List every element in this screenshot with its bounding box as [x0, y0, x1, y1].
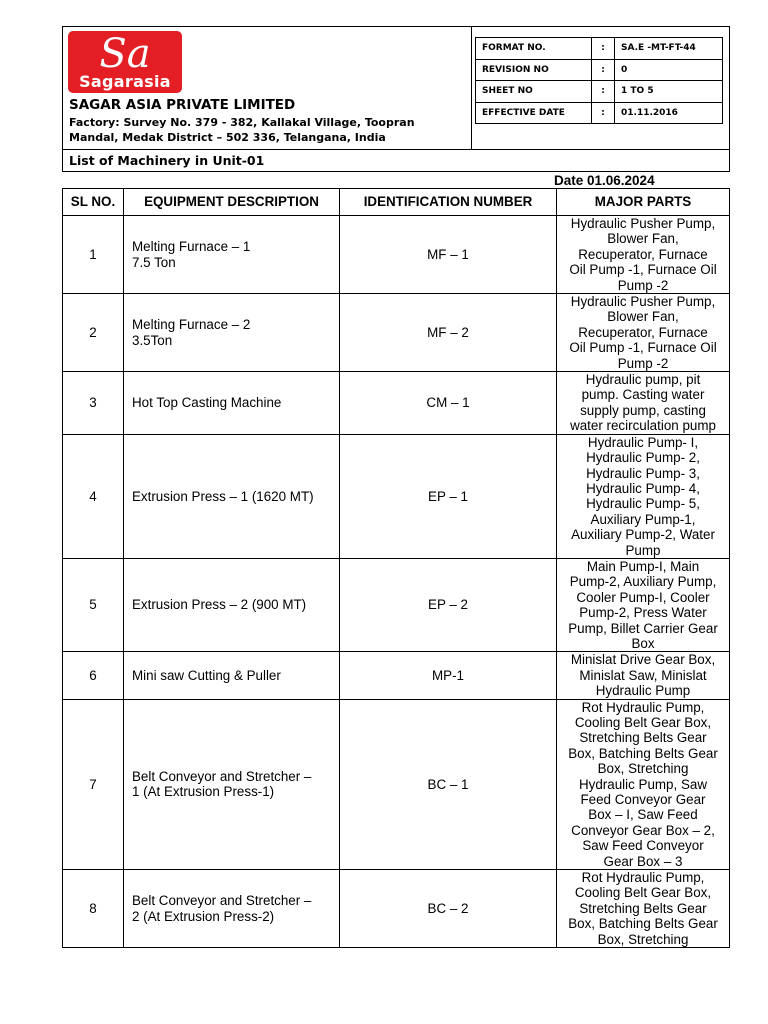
identification-number-cell: BC – 1 — [340, 699, 557, 869]
description-line: Melting Furnace – 2 — [132, 317, 251, 333]
table-row — [63, 434, 730, 558]
equipment-description-cell — [124, 294, 340, 372]
major-parts-line: Pump-2, Auxiliary Pump, — [569, 574, 717, 590]
major-parts-line: Stretching Belts Gear — [579, 900, 707, 916]
sl-number-cell: 6 — [63, 652, 124, 699]
identification-number-cell: MF – 2 — [340, 294, 557, 372]
major-parts-line: Cooler Pump-I, Cooler — [576, 589, 710, 605]
format-info-row — [476, 38, 723, 60]
major-parts-line: Rot Hydraulic Pump, — [581, 870, 705, 886]
major-parts-line: Hydraulic Pump- 3, — [586, 465, 700, 481]
column-header: IDENTIFICATION NUMBER — [340, 189, 557, 216]
major-parts-line: Auxiliary Pump-1, — [590, 511, 696, 527]
major-parts-line: Conveyor Gear Box – 2, — [571, 822, 715, 838]
major-parts-line: Hydraulic pump, pit — [585, 372, 701, 388]
major-parts-cell — [557, 699, 730, 869]
major-parts-line: Box – I, Saw Feed — [588, 807, 698, 823]
major-parts-cell — [557, 652, 730, 699]
table-row — [63, 216, 730, 294]
table-row — [63, 558, 730, 651]
column-header: MAJOR PARTS — [557, 189, 730, 216]
major-parts-line: Recuperator, Furnace — [578, 324, 708, 340]
sl-number-cell: 3 — [63, 372, 124, 435]
major-parts-line: Minislat Saw, Minislat — [579, 667, 707, 683]
identification-number-cell: CM – 1 — [340, 372, 557, 435]
sl-number-cell: 4 — [63, 434, 124, 558]
major-parts-cell — [557, 558, 730, 651]
company-block — [63, 27, 472, 149]
major-parts-line: Box, Batching Belts Gear — [568, 916, 718, 932]
description-line: 3.5Ton — [132, 332, 173, 348]
major-parts-line: Minislat Drive Gear Box, — [570, 652, 716, 668]
major-parts-line: Hydraulic Pump- 4, — [586, 480, 700, 496]
format-info-label: FORMAT NO. — [476, 38, 592, 60]
major-parts-line: Pump — [625, 542, 661, 558]
equipment-description-cell — [124, 699, 340, 869]
major-parts-cell — [557, 216, 730, 294]
major-parts-line: Box, Stretching — [597, 931, 689, 947]
major-parts-line: Box, Batching Belts Gear — [568, 745, 718, 761]
major-parts-line: Hydraulic Pusher Pump, — [570, 216, 716, 231]
identification-number-cell: MP-1 — [340, 652, 557, 699]
major-parts-line: Pump -2 — [617, 277, 669, 293]
table-row — [63, 294, 730, 372]
equipment-description-cell — [124, 434, 340, 558]
identification-number-cell: EP – 2 — [340, 558, 557, 651]
major-parts-line: Feed Conveyor Gear — [580, 792, 706, 808]
format-info-label: REVISION NO — [476, 59, 592, 81]
equipment-description-cell — [124, 558, 340, 651]
description-line: 7.5 Ton — [132, 254, 176, 270]
logo-wordmark: Sagarasia — [79, 72, 171, 91]
major-parts-cell — [557, 294, 730, 372]
major-parts-line: Gear Box – 3 — [603, 853, 683, 869]
machinery-table — [62, 188, 730, 948]
major-parts-line: Hydraulic Pump- 5, — [586, 496, 700, 512]
table-row — [63, 372, 730, 435]
company-logo — [68, 31, 182, 93]
column-header: SL NO. — [63, 189, 124, 216]
format-info-value: 01.11.2016 — [615, 102, 723, 124]
major-parts-line: Main Pump-I, Main — [586, 558, 700, 574]
major-parts-line: Hydraulic Pump- I, — [587, 434, 699, 450]
logo-mark: Sa — [99, 31, 151, 77]
description-line: Belt Conveyor and Stretcher – — [132, 768, 312, 784]
major-parts-cell — [557, 372, 730, 435]
major-parts-line: pump. Casting water — [581, 387, 705, 403]
format-info-value: SA.E -MT-FT-44 — [615, 38, 723, 60]
major-parts-line: Hydraulic Pusher Pump, — [570, 294, 716, 310]
major-parts-line: supply pump, casting — [580, 402, 706, 418]
description-line: Mini saw Cutting & Puller — [132, 667, 281, 683]
company-address — [69, 116, 449, 145]
major-parts-line: Rot Hydraulic Pump, — [581, 699, 705, 715]
table-row — [63, 652, 730, 699]
sl-number-cell: 8 — [63, 870, 124, 948]
major-parts-line: Oil Pump -1, Furnace Oil — [569, 262, 717, 278]
equipment-description-cell — [124, 652, 340, 699]
description-line: 1 (At Extrusion Press-1) — [132, 784, 275, 800]
address-line: Factory: Survey No. 379 - 382, Kallakal Village, Toopran — [69, 116, 415, 129]
column-header: EQUIPMENT DESCRIPTION — [124, 189, 340, 216]
major-parts-cell — [557, 870, 730, 948]
company-name: SAGAR ASIA PRIVATE LIMITED — [69, 97, 296, 113]
table-header-row — [63, 189, 730, 216]
major-parts-line: Box — [631, 635, 655, 651]
major-parts-line: Hydraulic Pump- 2, — [586, 450, 700, 466]
format-info-value: 1 TO 5 — [615, 81, 723, 103]
format-info-row — [476, 102, 723, 124]
identification-number-cell: EP – 1 — [340, 434, 557, 558]
sl-number-cell: 7 — [63, 699, 124, 869]
major-parts-line: Auxiliary Pump-2, Water — [571, 527, 715, 543]
description-line: Belt Conveyor and Stretcher – — [132, 893, 312, 909]
identification-number-cell: MF – 1 — [340, 216, 557, 294]
major-parts-line: Hydraulic Pump, Saw — [578, 776, 707, 792]
major-parts-line: Recuperator, Furnace — [578, 246, 708, 262]
sl-number-cell: 2 — [63, 294, 124, 372]
format-info-row — [476, 81, 723, 103]
address-line: Mandal, Medak District – 502 336, Telangana, India — [69, 130, 386, 144]
table-row — [63, 699, 730, 869]
major-parts-line: Pump-2, Press Water — [579, 605, 707, 621]
major-parts-cell — [557, 434, 730, 558]
description-line: Extrusion Press – 2 (900 MT) — [132, 597, 307, 613]
major-parts-line: Cooling Belt Gear Box, — [574, 715, 712, 730]
sl-number-cell: 1 — [63, 216, 124, 294]
format-info-separator: : — [592, 38, 615, 60]
major-parts-line: Box, Stretching — [597, 761, 689, 777]
major-parts-line: Blower Fan, — [607, 309, 679, 325]
format-info-table — [475, 37, 723, 124]
format-info-label: EFFECTIVE DATE — [476, 102, 592, 124]
format-info-separator: : — [592, 102, 615, 124]
description-line: Melting Furnace – 1 — [132, 239, 251, 255]
major-parts-line: Saw Feed Conveyor — [582, 838, 704, 854]
description-line: Hot Top Casting Machine — [132, 395, 282, 411]
description-line: 2 (At Extrusion Press-2) — [132, 908, 275, 924]
format-info-row — [476, 59, 723, 81]
identification-number-cell: BC – 2 — [340, 870, 557, 948]
list-title: List of Machinery in Unit-01 — [62, 150, 730, 172]
major-parts-line: Blower Fan, — [607, 231, 679, 247]
format-info-label: SHEET NO — [476, 81, 592, 103]
document-header — [62, 26, 730, 150]
description-line: Extrusion Press – 1 (1620 MT) — [132, 488, 314, 504]
major-parts-line: Stretching Belts Gear — [579, 730, 707, 746]
format-info-value: 0 — [615, 59, 723, 81]
major-parts-line: Pump, Billet Carrier Gear — [568, 620, 718, 636]
major-parts-line: Cooling Belt Gear Box, — [574, 885, 712, 901]
equipment-description-cell — [124, 870, 340, 948]
sl-number-cell: 5 — [63, 558, 124, 651]
document-date: Date 01.06.2024 — [554, 173, 655, 188]
major-parts-line: water recirculation pump — [570, 418, 716, 434]
major-parts-line: Pump -2 — [617, 355, 669, 371]
table-row — [63, 870, 730, 948]
equipment-description-cell — [124, 216, 340, 294]
major-parts-line: Hydraulic Pump — [595, 683, 691, 699]
major-parts-line: Oil Pump -1, Furnace Oil — [569, 340, 717, 356]
equipment-description-cell — [124, 372, 340, 435]
format-info-separator: : — [592, 81, 615, 103]
format-info-separator: : — [592, 59, 615, 81]
